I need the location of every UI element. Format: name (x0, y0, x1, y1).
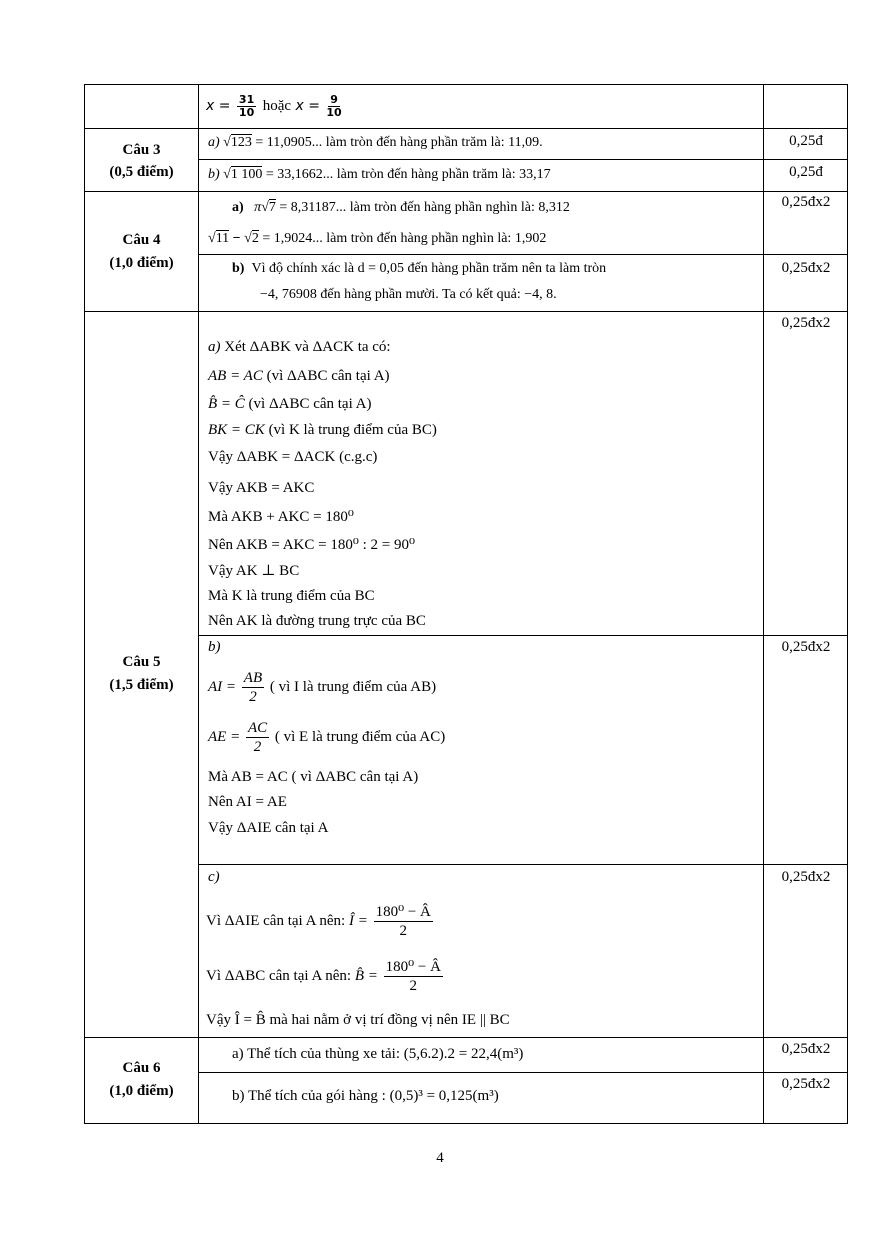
math-expr: BK = CK (208, 422, 265, 438)
cau6-points: (1,0 điểm) (109, 1083, 174, 1099)
cau5-b-score: 0,25đx2 (781, 639, 831, 655)
cau5-b-vay: Vậy ΔAIE cân tại A (208, 820, 329, 836)
row-divider (84, 1037, 848, 1038)
cau5-points: (1,5 điểm) (109, 677, 174, 693)
fraction-180-a-2: $\frac{\text{180⁰ − Â}}{2}$ (375, 904, 431, 940)
cau4-b-line1 (232, 259, 606, 279)
proof-line: Nên AK là đường trung trực của BC (208, 613, 426, 629)
proof-line: Vậy AKB = AKC (208, 480, 315, 496)
proof-line (208, 394, 372, 414)
cau6-b-score: 0,25đx2 (781, 1076, 831, 1092)
proof-text: Vì ΔAIE cân tại A nên: (206, 913, 346, 929)
math-expr: B̂ = (354, 968, 378, 984)
radicand: 7 (268, 200, 276, 215)
cau4-b-line2: −4, 76908 đến hàng phần mười. Ta có kết quả: −4, 8. (260, 287, 557, 302)
part-label: b) (208, 167, 220, 182)
subrow-divider (198, 635, 848, 636)
cau3-title: Câu 3 (122, 142, 161, 158)
cau4-b-score: 0,25đx2 (781, 260, 831, 276)
part-label: a) (208, 135, 220, 150)
cau6-title: Câu 6 (122, 1060, 161, 1076)
value: = 33,1662 (265, 167, 323, 182)
cau5-c-label: c) (208, 869, 220, 885)
fraction-ac-2: $\frac{AC}{2}$ (247, 720, 268, 756)
part-label: a) (232, 200, 244, 215)
cau5-a-score: 0,25đx2 (781, 315, 831, 331)
value: = 1,9024 (262, 231, 313, 246)
cau5-b-ae (208, 717, 445, 757)
math-expr: B̂ = Ĉ (208, 396, 245, 412)
proof-line: Vậy AK ⊥ BC (208, 563, 300, 579)
proof-line: Mà K là trung điểm của BC (208, 588, 375, 604)
math-expr: AE = (208, 729, 241, 745)
text: Vì độ chính xác là d = 0,05 đến hàng phần trăm nên ta làm tròn (251, 261, 607, 276)
radicand: 11 (215, 231, 230, 246)
table-border-top (84, 84, 848, 85)
cau5-c-score: 0,25đx2 (781, 869, 831, 885)
fraction-ab-2: $\frac{AB}{2}$ (243, 670, 263, 706)
cau5-c-line1 (206, 900, 435, 942)
math-expr: Î = (348, 913, 368, 929)
page-number: 4 (436, 1150, 444, 1166)
math-expr: AB = AC (208, 368, 263, 384)
rounding-text: ... làm tròn đến hàng phần trăm là: 33,17 (322, 167, 551, 182)
rounding-text: ... làm tròn đến hàng phần trăm là: 11,09. (311, 135, 543, 150)
row-divider (84, 191, 848, 192)
cau3-a-score: 0,25đ (789, 133, 823, 149)
cau4-a-line1: a) π√7 = 8,31187... làm tròn đến hàng phần nghìn là: 8,312 (232, 200, 570, 215)
cau6-a-line: a) Thể tích của thùng xe tải: (5,6.2).2 = 22,4(m³) (232, 1046, 524, 1062)
proof-text: ( vì I là trung điểm của AB) (269, 679, 437, 695)
cau4-a-line2: √11 − √2 = 1,9024... làm tròn đến hàng phần nghìn là: 1,902 (208, 231, 547, 246)
value: = 8,31187 (279, 200, 336, 215)
proof-text: Vì ΔABC cân tại A nên: (206, 968, 352, 984)
result: 8,312 (538, 200, 570, 215)
cau4-title: Câu 4 (122, 232, 161, 248)
x-label: x = (206, 98, 231, 114)
radicand: 1 100 (230, 167, 263, 182)
proof-text: Xét ΔABK và ΔACK ta có: (224, 339, 391, 355)
fraction-180-a-2: $\frac{\text{180⁰ − Â}}{2}$ (385, 959, 441, 995)
math-expr: AI = (208, 679, 237, 695)
row0-solution (206, 88, 344, 124)
proof-line: Vậy ΔABK = ΔACK (c.g.c) (208, 449, 378, 465)
proof-line: Mà AKB + AKC = 180⁰ (208, 509, 354, 525)
cau3-b-line: b) √1 100 = 33,1662... làm tròn đến hàng phần trăm là: 33,17 (208, 167, 551, 182)
cau5-b-ai (208, 667, 436, 707)
minus-sign: − (232, 231, 241, 246)
cau3-b-score: 0,25đ (789, 164, 823, 180)
proof-line: Nên AKB = AKC = 180⁰ : 2 = 90⁰ (208, 537, 415, 553)
proof-text: ( vì E là trung điểm của AC) (274, 729, 446, 745)
table-col-divider-1 (198, 84, 199, 1124)
subrow-divider (198, 864, 848, 865)
cau3-a-line: a) √123 = 11,0905... làm tròn đến hàng phần trăm là: 11,09. (208, 135, 543, 150)
cau5-b-ma: Mà AB = AC ( vì ΔABC cân tại A) (208, 769, 419, 785)
x-label: x = (295, 98, 320, 114)
proof-text: (vì ΔABC cân tại A) (244, 396, 372, 412)
table-border-bottom (84, 1123, 848, 1124)
cau5-c-conclusion: Vậy Î = B̂ mà hai nằm ở vị trí đồng vị nên IE || BC (206, 1012, 510, 1028)
cau4-a-score: 0,25đx2 (781, 194, 831, 210)
subrow-divider (198, 159, 848, 160)
rounding-text: ... làm tròn đến hàng phần nghìn là: 1,902 (312, 231, 547, 246)
proof-line (208, 337, 391, 357)
row-divider (84, 128, 848, 129)
proof-line (208, 420, 437, 440)
cau6-b-line: b) Thể tích của gói hàng : (0,5)³ = 0,125(m³) (232, 1088, 499, 1104)
proof-text: (vì ΔABC cân tại A) (262, 368, 390, 384)
row-divider (84, 311, 848, 312)
cau3-points: (0,5 điểm) (109, 164, 174, 180)
table-border-right (847, 84, 848, 1124)
cau6-a-score: 0,25đx2 (781, 1041, 831, 1057)
radicand: 123 (230, 135, 252, 150)
pi-symbol: π (254, 200, 262, 215)
cau5-b-nen: Nên AI = AE (208, 794, 287, 810)
cau5-c-line2 (206, 955, 445, 997)
or-word: hoặc (262, 98, 292, 114)
cau5-title: Câu 5 (122, 654, 161, 670)
rounding-text: ... làm tròn đến hàng phần nghìn là: (335, 200, 539, 215)
part-label: b) (232, 261, 245, 276)
fraction-31-10: $\frac{31}{10}$ (238, 92, 255, 119)
fraction-9-10: $\frac{9}{10}$ (326, 92, 342, 119)
subrow-divider (198, 254, 848, 255)
radicand: 2 (251, 231, 259, 246)
proof-text: (vì K là trung điểm của BC) (264, 422, 437, 438)
cau5-b-label: b) (208, 639, 221, 655)
value: = 11,0905 (255, 135, 312, 150)
subrow-divider (198, 1072, 848, 1073)
part-label: a) (208, 339, 221, 355)
proof-line (208, 366, 390, 386)
table-col-divider-2 (763, 84, 764, 1124)
cau4-points: (1,0 điểm) (109, 255, 174, 271)
